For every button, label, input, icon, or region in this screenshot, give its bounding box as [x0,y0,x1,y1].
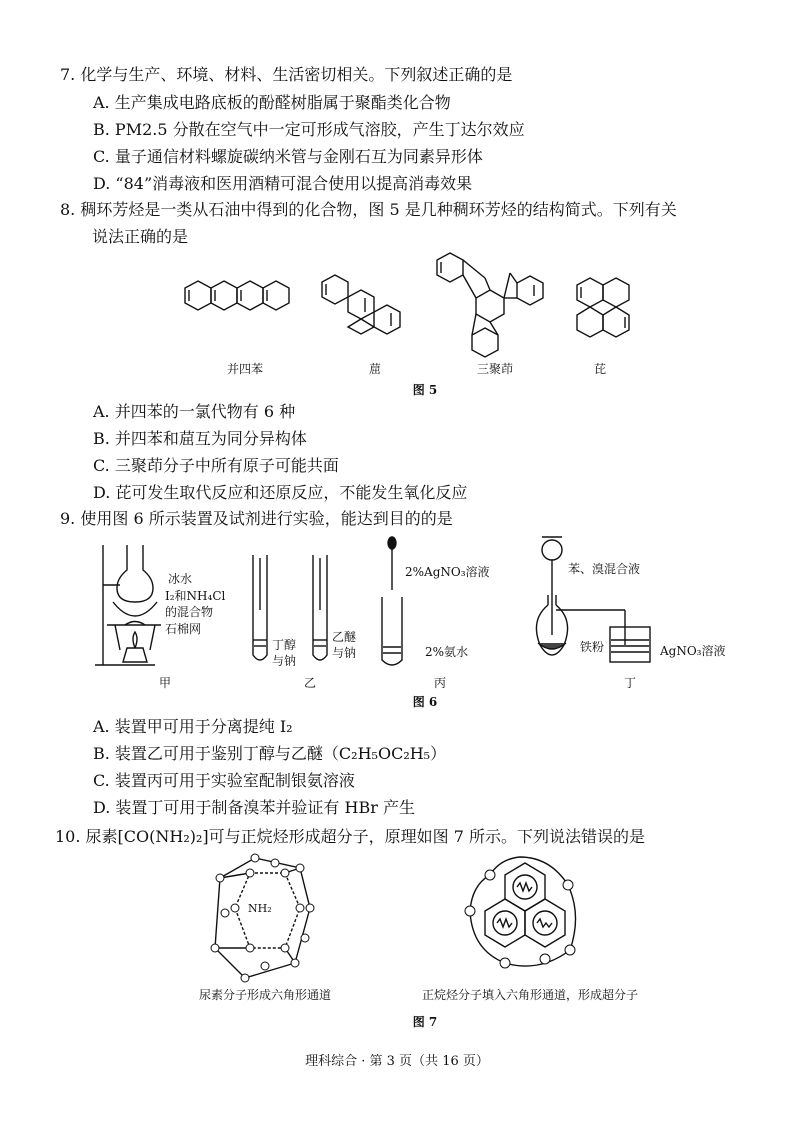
tetracene-structure [183,278,303,328]
q7-stem: 7. 化学与生产、环境、材料、生活密切相关。下列叙述正确的是 [60,65,513,84]
figure-7-label: 图 7 [412,1015,438,1029]
apparatus-jia [95,540,165,670]
bing-ammonia-label: 2%氨水 [425,645,469,659]
yi-left-label-2: 与钠 [272,654,297,668]
ding-silver-nitrate-label: AgNO₃溶液 [660,644,726,658]
chrysene-label: 䓛 [368,362,381,376]
chrysene-structure [320,272,430,342]
figure-5-label: 图 5 [412,383,438,397]
yi-right-label-2: 与钠 [332,646,357,660]
urea-channel-caption: 尿素分子形成六角形通道 [198,988,331,1002]
q8-stem-line1: 8. 稠环芳烃是一类从石油中得到的化合物，图 5 是几种稠环芳烃的结构简式。下列有关 [60,200,677,219]
q8-option-c: C. 三聚茚分子中所有原子可能共面 [93,456,339,475]
yi-right-label-1: 乙醚 [332,630,357,644]
bing-silver-nitrate-label: 2%AgNO₃溶液 [405,565,490,579]
truxene-structure [430,248,550,358]
superamolecule-figure [460,855,580,975]
yi-left-label-1: 丁醇 [272,638,297,652]
figure-6-label: 图 6 [412,695,438,709]
pyrene-label: 芘 [593,362,606,376]
apparatus-jia-name: 甲 [158,676,171,690]
q8-option-b: B. 并四苯和䓛互为同分异构体 [93,429,307,448]
q8-option-d: D. 芘可发生取代反应和还原反应，不能发生氧化反应 [93,483,468,502]
apparatus-yi-name: 乙 [303,676,316,690]
jia-gauze-label: 石棉网 [165,622,202,636]
jia-ice-label: 冰水 [168,572,193,586]
truxene-label: 三聚茚 [476,362,513,376]
q7-option-b: B. PM2.5 分散在空气中一定可形成气溶胶，产生丁达尔效应 [93,120,525,139]
tetracene-label: 并四苯 [226,362,263,376]
apparatus-bing [380,535,420,675]
nh2-label: NH₂ [248,902,272,915]
apparatus-bing-name: 丙 [433,676,446,690]
q7-option-d: D. “84”消毒液和医用酒精可混合使用以提高消毒效果 [93,174,473,193]
q9-option-d: D. 装置丁可用于制备溴苯并验证有 HBr 产生 [93,798,415,817]
superamolecule-caption: 正烷烃分子填入六角形通道，形成超分子 [421,988,638,1002]
q8-stem-line2: 说法正确的是 [92,227,189,246]
jia-mixture-label-2: 的混合物 [165,605,214,619]
apparatus-yi [245,550,335,670]
q10-stem: 10. 尿素[CO(NH₂)₂]可与正烷烃形成超分子，原理如图 7 所示。下列说法错误的是 [55,827,645,846]
q9-option-b: B. 装置乙可用于鉴别丁醇与乙醚（C₂H₅OC₂H₅） [93,744,447,763]
jia-mixture-label-1: I₂和NH₄Cl [165,589,226,603]
q7-option-a: A. 生产集成电路底板的酚醛树脂属于聚酯类化合物 [93,93,451,112]
q8-option-a: A. 并四苯的一氯代物有 6 种 [93,402,296,421]
q9-stem: 9. 使用图 6 所示装置及试剂进行实验，能达到目的的是 [60,509,453,528]
pyrene-structure [565,275,645,345]
apparatus-ding-name: 丁 [623,676,636,690]
page-footer: 理科综合 · 第 3 页（共 16 页） [305,1054,489,1069]
q9-option-a: A. 装置甲可用于分离提纯 I₂ [93,717,293,736]
ding-iron-label: 铁粉 [580,640,605,654]
q9-option-c: C. 装置丙可用于实验室配制银氨溶液 [93,771,355,790]
apparatus-ding [530,535,680,675]
ding-benzene-bromine-label: 苯、溴混合液 [568,562,641,576]
q7-option-c: C. 量子通信材料螺旋碳纳米管与金刚石互为同素异形体 [93,147,483,166]
